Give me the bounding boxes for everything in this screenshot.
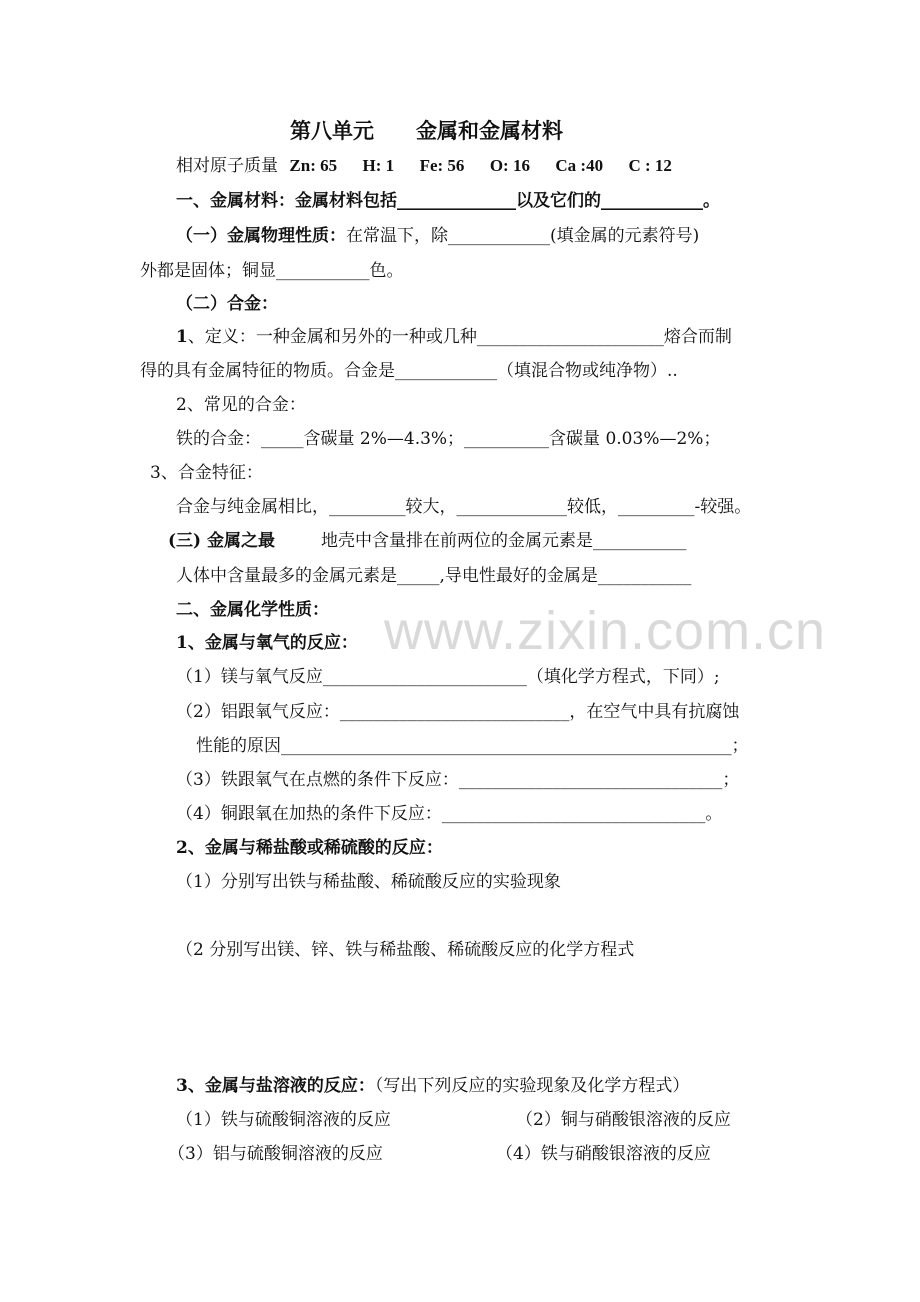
oxygen-item3: （3）铁跟氧气在点燃的条件下反应：_______________________________； (176, 770, 740, 790)
section1-mid: 以及它们的 (516, 191, 601, 211)
extremes-heading: (三) 金属之最 (168, 531, 276, 551)
salt-item1: （1）铁与硫酸铜溶液的反应 (176, 1110, 391, 1130)
alloy-feature-line: 合金与纯金属相比，_________较大，_____________较低，_________-较强。 (176, 497, 752, 517)
physical-text1: 在常温下，除 (346, 226, 448, 246)
salt-item2: （2）铜与硝酸银溶液的反应 (516, 1110, 731, 1130)
physical-text2: (填金属的元素符号) (550, 226, 700, 246)
title-unit: 第八单元 (290, 118, 374, 143)
oxygen-item4: （4）铜跟氧在加热的条件下反应：_______________________________。 (176, 804, 723, 824)
extremes-text1: 地壳中含量排在前两位的金属元素是___________ (321, 531, 687, 551)
section1-end: 。 (703, 191, 720, 211)
atomic-mass-o: O: 16 (489, 156, 530, 175)
atomic-mass-line (176, 155, 672, 177)
alloy-def-line2: 得的具有金属特征的物质。合金是____________（填混合物或纯净物）.. (140, 361, 678, 381)
atomic-mass-c: C : 12 (628, 156, 672, 175)
oxygen-item2-line2: 性能的原因_____________________________________________________； (196, 736, 749, 756)
atomic-mass-label: 相对原子质量 (176, 156, 278, 176)
salt-note: （写出下列反应的实验现象及化学方程式） (374, 1076, 690, 1096)
physical-line2: 外都是固体；铜显___________色。 (140, 261, 404, 281)
oxygen-item2-line1: （2）铝跟氧气反应：___________________________，在空气中具有抗腐蚀 (176, 702, 740, 722)
alloy-common: 2、常见的合金： (176, 395, 306, 415)
section1-heading-line (176, 190, 720, 212)
section1-heading: 一、金属材料：金属材料包括 (176, 191, 397, 211)
alloy-heading: （二）合金： (176, 294, 278, 314)
salt-item4: （4）铁与硝酸银溶液的反应 (496, 1144, 711, 1164)
physical-line (176, 225, 699, 247)
oxygen-item1: （1）镁与氧气反应________________________（填化学方程式，下同）; (176, 667, 720, 687)
salt-item3: （3）铝与硫酸铜溶液的反应 (168, 1144, 383, 1164)
alloy-def-line1 (176, 326, 732, 348)
atomic-mass-zn: Zn: 65 (289, 156, 338, 175)
salt-heading-line (176, 1075, 689, 1097)
extremes-line2: 人体中含量最多的金属元素是_____,导电性最好的金属是___________ (176, 566, 692, 586)
atomic-mass-h: H: 1 (362, 156, 395, 175)
section1-blank2: ____________ (601, 191, 703, 211)
extremes-line1 (168, 530, 687, 552)
title-name: 金属和金属材料 (416, 118, 563, 143)
section2-heading: 二、金属化学性质： (176, 600, 329, 620)
oxygen-heading: 1、金属与氧气的反应： (176, 633, 358, 653)
alloy-def-num: 1 (176, 327, 188, 347)
alloy-feature: 3、合金特征： (150, 463, 263, 483)
page-title (290, 118, 563, 144)
acid-item1: （1）分别写出铁与稀盐酸、稀硫酸反应的实验现象 (176, 872, 561, 892)
section1-blank1: ______________ (397, 191, 516, 211)
acid-heading: 2、金属与稀盐酸或稀硫酸的反应： (176, 838, 443, 858)
salt-heading: 3、金属与盐溶液的反应： (176, 1076, 375, 1096)
watermark: www.zixin.com.cn (384, 601, 827, 661)
alloy-def-text: 、定义：一种金属和另外的一种或几种______________________熔合而制 (187, 327, 732, 347)
alloy-iron: 铁的合金：_____含碳量 2%—4.3%；__________含碳量 0.03%—2%； (176, 429, 721, 449)
atomic-mass-fe: Fe: 56 (419, 156, 465, 175)
physical-heading: （一）金属物理性质： (176, 226, 346, 246)
physical-blank: ____________ (448, 226, 550, 246)
atomic-mass-ca: Ca :40 (555, 156, 604, 175)
acid-item2: （2 分别写出镁、锌、铁与稀盐酸、稀硫酸反应的化学方程式 (176, 940, 635, 960)
